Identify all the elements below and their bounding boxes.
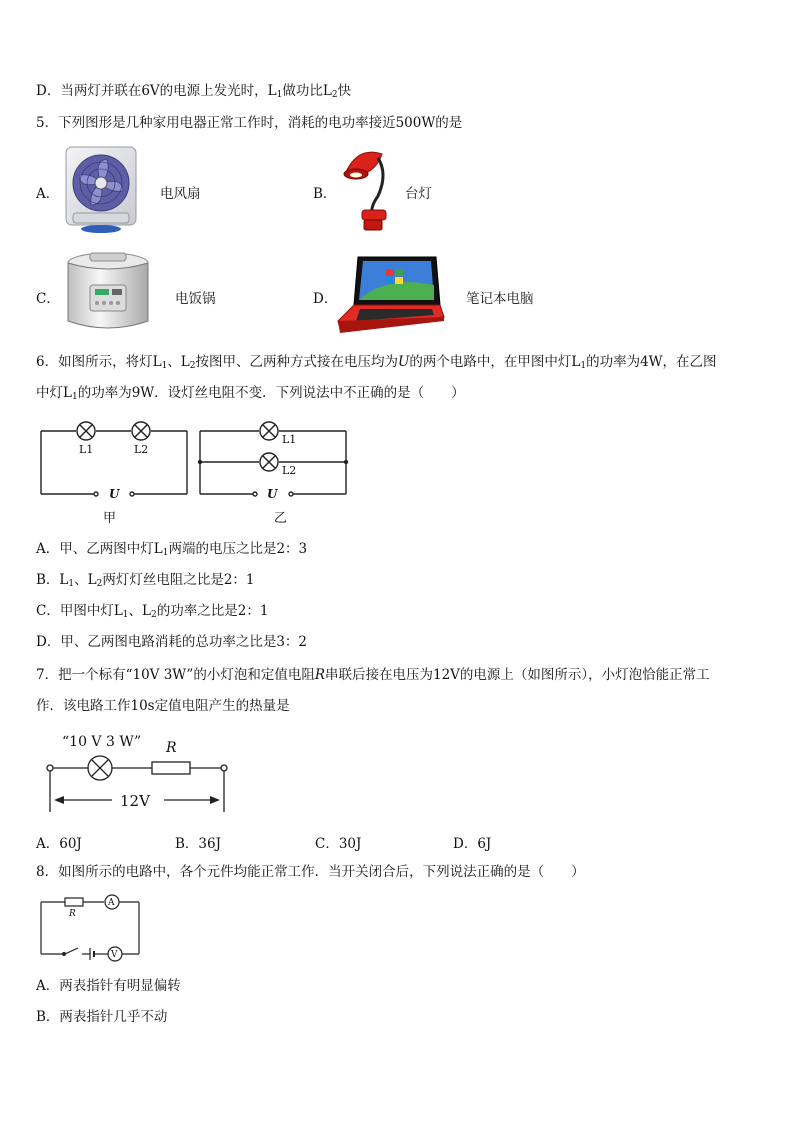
q5-option-d-label: 笔记本电脑 <box>466 291 534 307</box>
q4-option-d-text: D．当两灯并联在6V的电源上发光时，L <box>36 83 277 99</box>
q7-bulb-rating-label: “10 V 3 W” <box>62 734 142 750</box>
ammeter-icon: A <box>108 898 115 908</box>
q5-option-a-label: 电风扇 <box>160 186 201 202</box>
q7-text: 串联后接在电压为12V的电源上（如图所示），小灯泡恰能正常工 <box>325 667 710 683</box>
q6-yi-voltage-label: U <box>267 487 278 501</box>
subscript: 2 <box>151 610 157 620</box>
q5-option-d-letter: D． <box>313 291 338 307</box>
desk-lamp-icon <box>338 144 390 234</box>
q5-option-a-letter: A． <box>36 186 60 202</box>
q6-option-c-text: 、L <box>128 603 151 619</box>
q6-text: 、L <box>167 354 190 370</box>
q5-option-c-letter: C． <box>36 291 60 307</box>
q6-option-b <box>36 571 255 593</box>
q6-jia-l2-label: L2 <box>134 443 149 456</box>
subscript: 2 <box>96 579 103 589</box>
q6-option-a <box>36 540 307 562</box>
q6-text: 的功率为4W，在乙图 <box>586 354 717 370</box>
q6-yi-caption: 乙 <box>274 511 288 526</box>
subscript: 1 <box>68 579 75 589</box>
q7-option-b: B．36J <box>175 836 222 852</box>
q6-option-c-text: C．甲图中灯L <box>36 603 123 619</box>
q7-resistor-label: R <box>166 740 177 756</box>
subscript: 2 <box>331 90 338 100</box>
q8-option-a: A．两表指针有明显偏转 <box>36 978 181 994</box>
q7-circuit-diagram <box>40 728 240 816</box>
q5-stem: 5．下列图形是几种家用电器正常工作时，消耗的电功率接近500W的是 <box>36 115 463 131</box>
q6-text: 按图甲、乙两种方式接在电压均为 <box>195 354 398 370</box>
q5-option-b-letter: B． <box>313 186 337 202</box>
subscript: 1 <box>161 361 168 371</box>
q6-voltage-symbol: U <box>398 354 410 370</box>
q6-option-a-text: 两端的电压之比是2：3 <box>168 541 308 557</box>
q8-stem: 8．如图所示的电路中，各个元件均能正常工作．当开关闭合后，下列说法正确的是（ ） <box>36 864 585 880</box>
q7-option-c: C．30J <box>315 836 362 852</box>
q8-option-b: B．两表指针几乎不动 <box>36 1009 168 1025</box>
q6-option-a-text: A．甲、乙两图中灯L <box>36 541 163 557</box>
q6-option-c <box>36 602 268 624</box>
rice-cooker-icon <box>60 249 156 335</box>
q7-option-d: D．6J <box>453 836 492 852</box>
q6-stem-line1 <box>36 353 717 375</box>
q6-option-d: D．甲、乙两图电路消耗的总功率之比是3：2 <box>36 634 308 650</box>
q7-option-a: A．60J <box>36 836 82 852</box>
subscript: 1 <box>580 361 587 371</box>
q6-jia-caption: 甲 <box>103 511 117 526</box>
q6-yi-l1-label: L1 <box>282 433 297 446</box>
q6-text: 中灯L <box>36 385 72 401</box>
subscript: 1 <box>162 548 169 558</box>
q6-jia-l1-label: L1 <box>79 443 94 456</box>
q6-yi-l2-label: L2 <box>282 464 297 477</box>
q8-resistor-label: R <box>69 909 76 919</box>
subscript: 1 <box>122 610 129 620</box>
q7-stem-line2: 作．该电路工作10s定值电阻产生的热量是 <box>36 698 290 714</box>
q4-option-d-text: 快 <box>337 83 352 99</box>
q5-option-b-label: 台灯 <box>405 186 432 202</box>
electric-fan-icon <box>63 143 141 235</box>
q6-stem-line2 <box>36 384 465 406</box>
q7-text: 7．把一个标有“10V 3W”的小灯泡和定值电阻 <box>36 667 315 683</box>
voltmeter-icon: V <box>111 950 118 960</box>
subscript: 1 <box>71 392 78 402</box>
q4-option-d <box>36 82 351 104</box>
q6-option-b-text: 、L <box>74 572 97 588</box>
q6-text: 的功率为9W．设灯丝电阻不变．下列说法中不正确的是（ ） <box>77 385 465 401</box>
q6-text: 的两个电路中，在甲图中灯L <box>409 354 581 370</box>
q6-option-b-text: B．L <box>36 572 69 588</box>
q7-stem-line1 <box>36 666 710 684</box>
subscript: 2 <box>189 361 196 371</box>
q6-jia-voltage-label: U <box>109 487 120 501</box>
q6-text: 6．如图所示，将灯L <box>36 354 162 370</box>
laptop-icon <box>336 255 446 335</box>
subscript: 1 <box>276 90 283 100</box>
q6-option-c-text: 的功率之比是2：1 <box>156 603 269 619</box>
q7-resistor-symbol: R <box>314 667 325 683</box>
q6-option-b-text: 两灯灯丝电阻之比是2：1 <box>102 572 255 588</box>
q4-option-d-text: 做功比L <box>282 83 332 99</box>
q5-option-c-label: 电饭锅 <box>175 291 216 307</box>
q6-circuit-diagram <box>36 418 356 530</box>
q7-voltage-label: 12V <box>120 792 150 810</box>
q8-circuit-diagram <box>36 892 146 962</box>
